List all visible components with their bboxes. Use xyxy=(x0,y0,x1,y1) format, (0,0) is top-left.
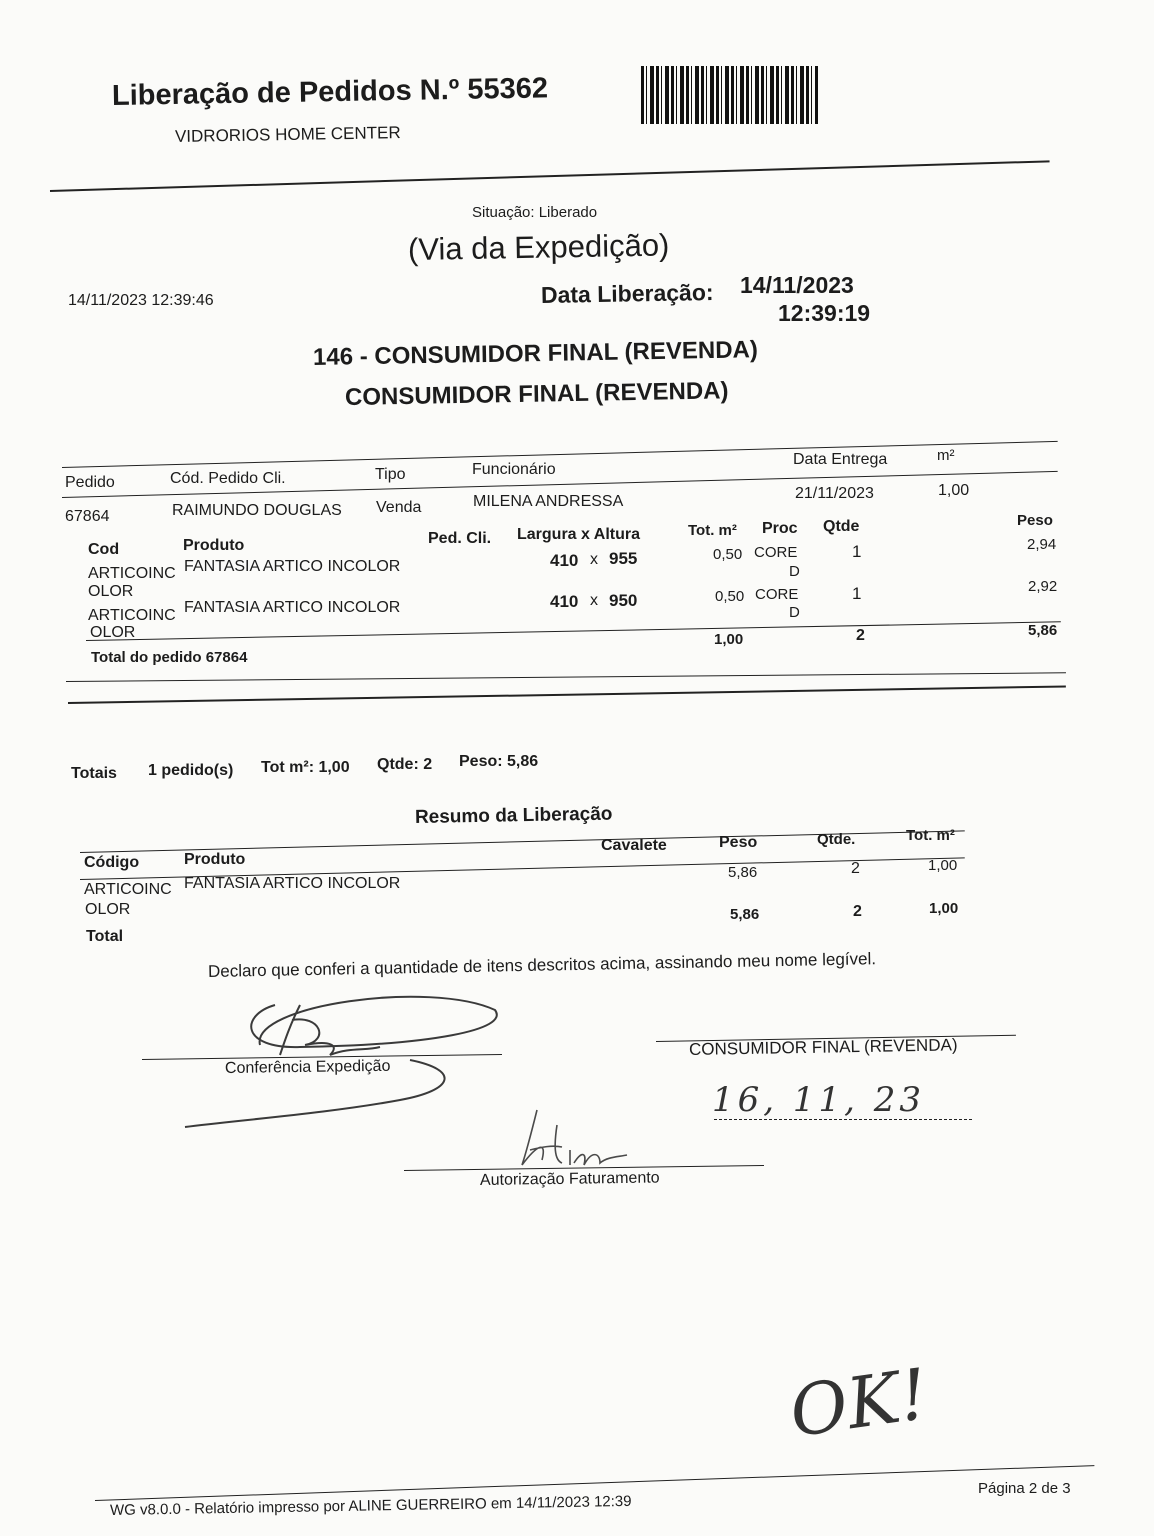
totals-label: Totais xyxy=(71,765,117,782)
item-qtde: 1 xyxy=(852,542,862,561)
footer-printed-by: WG v8.0.0 - Relatório impresso por ALINE GUERREIRO em 14/11/2023 12:39 xyxy=(109,1492,632,1519)
order-total-label: Total do pedido 67864 xyxy=(91,649,248,666)
item-header-proc: Proc xyxy=(762,520,798,537)
declaration-text: Declaro que conferi a quantidade de itens descritos acima, assinando meu nome legível. xyxy=(207,949,877,981)
resumo-total-m2: 1,00 xyxy=(929,900,959,917)
resumo-tot-m2: 1,00 xyxy=(928,857,958,874)
order-items-total-line xyxy=(86,621,1061,641)
order-total-qtde: 2 xyxy=(856,627,865,644)
totals-tot-m2: Tot m²: 1,00 xyxy=(261,759,350,776)
totals-pedidos: 1 pedido(s) xyxy=(148,762,234,779)
handwritten-date-underline xyxy=(714,1119,972,1120)
resumo-peso: 5,86 xyxy=(728,864,758,881)
item-largura: 410 xyxy=(550,551,579,570)
resumo-codigo: ARTICOINC xyxy=(84,881,172,898)
order-table-bottom-line xyxy=(66,672,1066,682)
handwritten-ok: OK! xyxy=(784,1352,933,1454)
autorizacao-label: Autorização Faturamento xyxy=(479,1169,660,1189)
value-m2: 1,00 xyxy=(938,482,970,499)
item-cod-continuation: OLOR xyxy=(90,624,136,641)
item-altura: 955 xyxy=(609,549,638,568)
item-header-peso: Peso xyxy=(1017,512,1053,529)
item-header-tot-m2: Tot. m² xyxy=(688,522,737,539)
item-cod-continuation: OLOR xyxy=(88,583,134,600)
value-pedido: 67864 xyxy=(65,508,110,525)
value-funcionario: MILENA ANDRESSA xyxy=(473,493,624,510)
resumo-produto: FANTASIA ARTICO INCOLOR xyxy=(184,875,401,892)
item-proc-continuation: D xyxy=(789,563,800,580)
order-table-bottom-line-2 xyxy=(68,685,1066,704)
item-header-qtde: Qtde xyxy=(823,518,860,535)
header-m2: m² xyxy=(937,447,955,464)
resumo-header-peso: Peso xyxy=(719,834,758,851)
company-name: VIDRORIOS HOME CENTER xyxy=(174,123,401,146)
client-name-line2: CONSUMIDOR FINAL (REVENDA) xyxy=(344,377,729,411)
item-x: x xyxy=(590,551,598,568)
via-label: (Via da Expedição) xyxy=(407,227,670,267)
resumo-header-tot-m2: Tot. m² xyxy=(906,827,955,844)
document-title: Liberação de Pedidos N.º 55362 xyxy=(111,72,549,112)
item-header-cod: Cod xyxy=(88,541,120,558)
resumo-header-qtde: Qtde. xyxy=(817,831,856,848)
resumo-header-cavalete: Cavalete xyxy=(601,837,667,854)
barcode xyxy=(641,66,818,124)
item-cod: ARTICOINC xyxy=(88,607,176,624)
item-peso: 2,92 xyxy=(1028,578,1058,595)
handwritten-date: 16, 11, 23 xyxy=(712,1080,926,1120)
item-produto: FANTASIA ARTICO INCOLOR xyxy=(184,558,401,575)
header-pedido: Pedido xyxy=(65,474,115,491)
header-divider xyxy=(50,160,1050,192)
item-cod: ARTICOINC xyxy=(88,565,176,582)
header-data-entrega: Data Entrega xyxy=(793,451,888,468)
header-tipo: Tipo xyxy=(375,466,406,483)
header-funcionario: Funcionário xyxy=(472,461,556,478)
printed-datetime: 14/11/2023 12:39:46 xyxy=(68,292,214,309)
data-liberacao-label: Data Liberação: xyxy=(540,278,714,308)
order-table-top-line xyxy=(62,441,1058,468)
item-produto: FANTASIA ARTICO INCOLOR xyxy=(184,599,401,616)
data-liberacao-time: 12:39:19 xyxy=(778,300,871,326)
data-liberacao-date: 14/11/2023 xyxy=(740,272,854,298)
resumo-title: Resumo da Liberação xyxy=(414,803,613,828)
resumo-qtde: 2 xyxy=(851,860,860,877)
conferencia-label: Conferência Expedição xyxy=(224,1057,391,1077)
item-header-ped-cli: Ped. Cli. xyxy=(428,530,492,547)
item-proc-continuation: D xyxy=(789,604,800,621)
resumo-header-produto: Produto xyxy=(184,851,246,868)
signature-autorizacao xyxy=(512,1105,642,1175)
item-proc: CORE xyxy=(754,544,798,561)
item-proc: CORE xyxy=(755,586,799,603)
item-x: x xyxy=(590,592,598,609)
resumo-total-peso: 5,86 xyxy=(730,906,760,923)
resumo-codigo-continuation: OLOR xyxy=(85,901,131,918)
item-header-largura-altura: Largura x Altura xyxy=(517,526,640,543)
header-cod-pedido-cli: Cód. Pedido Cli. xyxy=(170,470,286,487)
client-name-line1: 146 - CONSUMIDOR FINAL (REVENDA) xyxy=(312,336,759,371)
resumo-total-label: Total xyxy=(86,928,124,945)
value-data-entrega: 21/11/2023 xyxy=(795,485,874,502)
item-largura: 410 xyxy=(550,592,579,611)
totals-peso: Peso: 5,86 xyxy=(459,753,539,770)
value-tipo: Venda xyxy=(376,499,422,516)
resumo-total-qtde: 2 xyxy=(853,903,862,920)
situacao-label: Situação: Liberado xyxy=(472,204,598,221)
cliente-label: CONSUMIDOR FINAL (REVENDA) xyxy=(688,1035,958,1059)
value-cod-pedido-cli: RAIMUNDO DOUGLAS xyxy=(172,502,342,519)
item-qtde: 1 xyxy=(852,584,862,603)
item-header-produto: Produto xyxy=(183,537,245,554)
item-altura: 950 xyxy=(609,591,638,610)
footer-page-number: Página 2 de 3 xyxy=(978,1480,1071,1497)
resumo-header-codigo: Código xyxy=(84,854,140,871)
item-tot-m2: 0,50 xyxy=(715,588,745,605)
item-peso: 2,94 xyxy=(1027,536,1057,553)
item-tot-m2: 0,50 xyxy=(713,546,743,563)
order-total-peso: 5,86 xyxy=(1028,622,1058,639)
totals-qtde: Qtde: 2 xyxy=(377,756,433,773)
order-total-m2: 1,00 xyxy=(714,631,744,648)
